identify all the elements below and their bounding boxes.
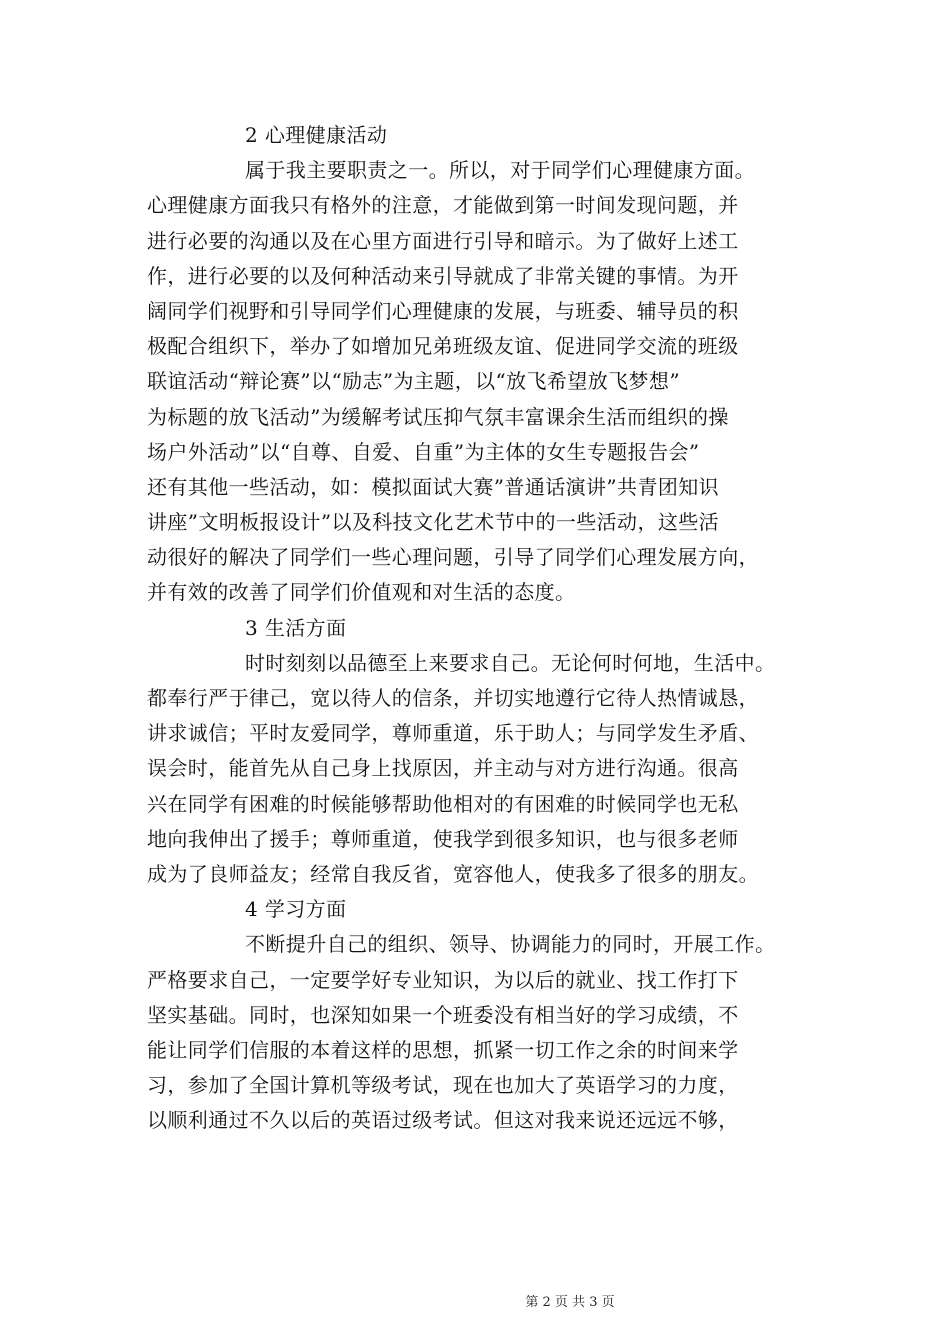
section-heading-mental-health: 2 心理健康活动 [245,123,388,147]
paragraph-line: 联谊活动“辩论赛”以“励志”为主题，以“放飞希望放飞梦想” [147,369,680,394]
paragraph-line: 还有其他一些活动，如：模拟面试大赛”普通话演讲”共青团知识 [147,474,720,499]
paragraph-line: 讲座”文明板报设计”以及科技文化艺术节中的一些活动，这些活 [147,510,720,535]
paragraph-line: 都奉行严于律己，宽以待人的信条，并切实地遵行它待人热情诚恳， [147,686,759,710]
paragraph-line: 阔同学们视野和引导同学们心理健康的发展，与班委、辅导员的积 [147,298,739,323]
page-number-footer: 第 2 页 共 3 页 [525,1295,615,1310]
paragraph-line: 讲求诚信；平时友爱同学，尊师重道，乐于助人；与同学发生矛盾、 [147,721,759,746]
paragraph-line: 并有效的改善了同学们价值观和对生活的态度。 [147,580,576,605]
paragraph-line: 时时刻刻以品德至上来要求自己。无论何时何地，生活中。 [245,650,776,675]
section-heading-life: 3 生活方面 [245,615,347,640]
paragraph-line: 误会时，能首先从自己身上找原因，并主动与对方进行沟通。很高 [147,756,739,781]
paragraph-line: 兴在同学有困难的时候能够帮助他相对的有困难的时候同学也无私 [147,791,739,816]
paragraph-line: 极配合组织下，举办了如增加兄弟班级友谊、促进同学交流的班级 [147,334,739,359]
paragraph-line: 以顺利通过不久以后的英语过级考试。但这对我来说还远远不够， [147,1108,739,1133]
paragraph-line: 动很好的解决了同学们一些心理问题，引导了同学们心理发展方向， [147,545,759,570]
paragraph-line: 场户外活动”以“自尊、自爱、自重”为主体的女生专题报告会” [147,439,700,464]
paragraph-line: 能让同学们信服的本着这样的思想，抓紧一切工作之余的时间来学 [147,1037,739,1062]
section-heading-study: 4 学习方面 [245,897,347,922]
paragraph-line: 不断提升自己的组织、领导、协调能力的同时，开展工作。 [245,932,776,957]
paragraph-line: 心理健康方面我只有格外的注意，才能做到第一时间发现问题，并 [147,193,739,218]
paragraph-line: 地向我伸出了援手；尊师重道，使我学到很多知识，也与很多老师 [147,826,739,851]
paragraph-line: 成为了良师益友；经常自我反省，宽容他人，使我多了很多的朋友。 [147,861,759,886]
body-text [147,118,817,1138]
paragraph-line: 为标题的放飞活动”为缓解考试压抑气氛丰富课余生活而组织的操 [147,404,729,429]
paragraph-line: 坚实基础。同时，也深知如果一个班委没有相当好的学习成绩，不 [147,1002,739,1027]
paragraph-line: 作，进行必要的以及何种活动来引导就成了非常关键的事情。为开 [147,263,739,288]
paragraph-line: 严格要求自己，一定要学好专业知识，为以后的就业、找工作打下 [147,967,739,992]
paragraph-line: 属于我主要职责之一。所以，对于同学们心理健康方面。 [245,158,755,183]
paragraph-line: 习，参加了全国计算机等级考试，现在也加大了英语学习的力度， [147,1073,739,1098]
paragraph-line: 进行必要的沟通以及在心里方面进行引导和暗示。为了做好上述工 [147,228,739,253]
